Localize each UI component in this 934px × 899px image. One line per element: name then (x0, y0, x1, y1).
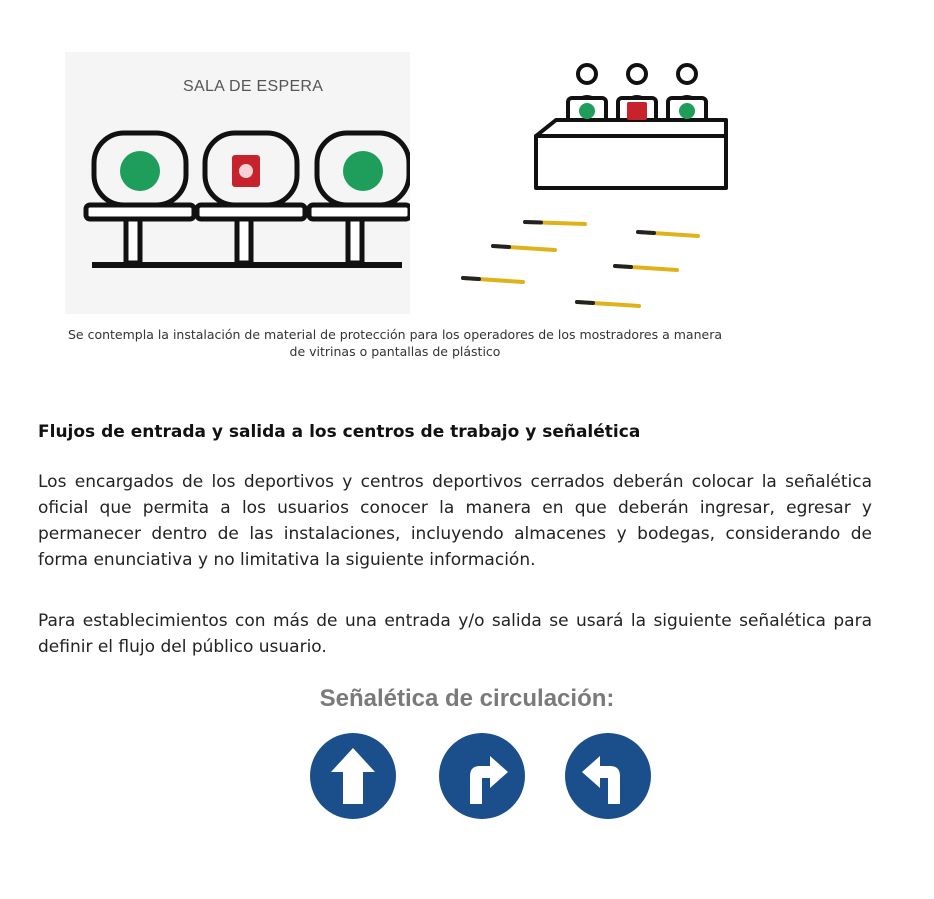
paragraph-multiple-entrances: Para establecimientos con más de una entrada y/o salida se usará la siguiente señalética para definir el flujo del público usuario. (38, 611, 872, 657)
arrow-turn-left-icon (564, 732, 652, 820)
waiting-room-chairs-illustration (80, 125, 410, 275)
floor-tapes-illustration (455, 210, 715, 315)
arrow-up-icon (309, 732, 397, 820)
section-heading: Flujos de entrada y salida a los centros de trabajo y señalética (38, 422, 641, 442)
paragraph-signage-instructions: Los encargados de los deportivos y centros deportivos cerrados deberán colocar la señalética oficial que permita a los usuarios conocer la manera en que deberán ingresar, egresar y permanecer dentro de las instalaciones, incluyendo almacenes y bodegas, considerando de forma enunciativa y no limitativa la siguiente información. (38, 472, 872, 570)
sign-turn-right (438, 732, 526, 820)
arrow-turn-right-icon (438, 732, 526, 820)
green-sign-icon (343, 151, 383, 191)
sign-straight-ahead (309, 732, 397, 820)
green-sign-icon (120, 151, 160, 191)
illustration-caption: Se contempla la instalación de material de protección para los operadores de los mostradores a manera de vitrinas o pantallas de plástico (67, 327, 722, 359)
signage-title: Señalética de circulación: (319, 685, 615, 712)
sign-turn-left (564, 732, 652, 820)
waiting-room-title: SALA DE ESPERA (183, 78, 324, 95)
service-counter-illustration (530, 60, 740, 200)
